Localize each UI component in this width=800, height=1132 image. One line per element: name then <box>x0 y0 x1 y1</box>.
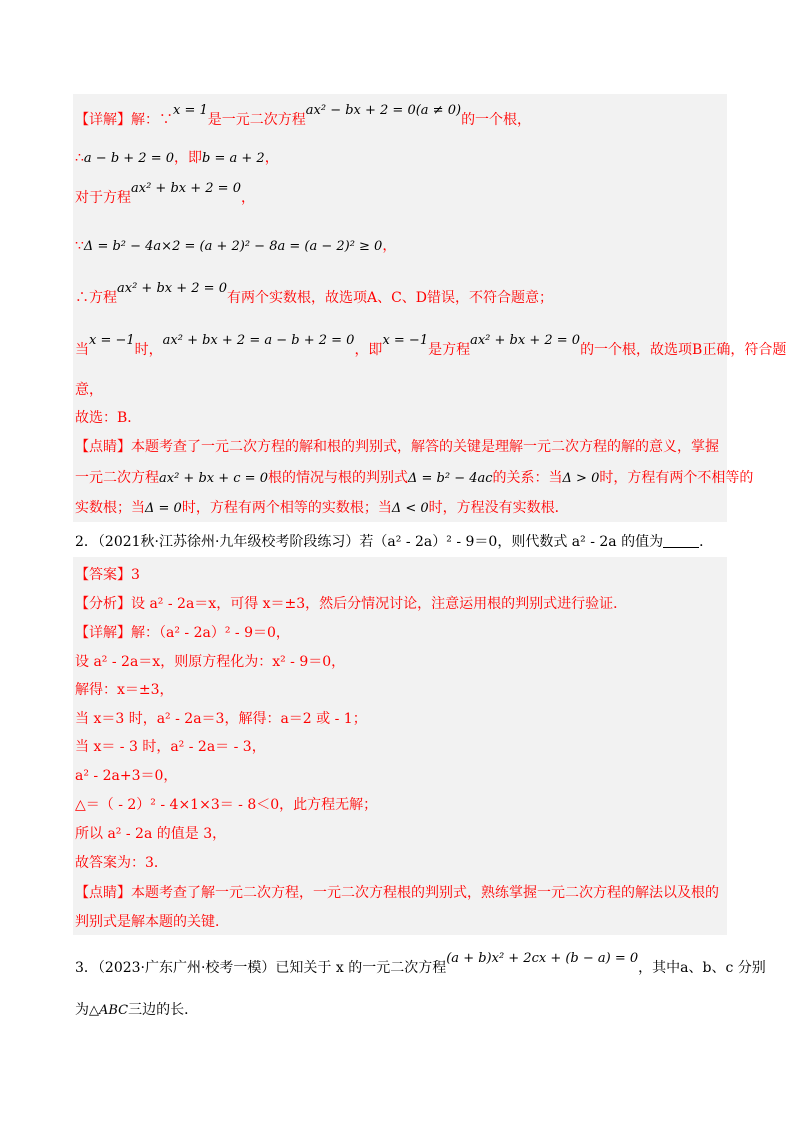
question-2: 2．（2021秋·江苏徐州·九年级校考阶段练习）若（a² - 2a）² - 9＝0，则代数式 a² - 2a 的值为 ． <box>75 534 714 550</box>
detail-line-6: 当x = −1时，ax² + bx + 2 = a − b + 2 = 0，即x = −1是方程ax² + bx + 2 = 0的一个根，故选项B正确，符合题 <box>75 333 787 358</box>
comment-line-2: 一元二次方程ax² + bx + c = 0根的情况与根的判别式Δ = b² − 4ac的关系：当Δ > 0时，方程有两个不相等的 <box>75 470 754 486</box>
detail-line-4: ∵Δ = b² − 4a×2 = (a + 2)² − 8a = (a − 2)² ≥ 0， <box>75 238 397 254</box>
answer-blank <box>663 533 699 548</box>
detail-line-5: ∴方程ax² + bx + 2 = 0有两个实数根，故选项A、C、D错误，不符合题意； <box>75 281 554 306</box>
answer-2-line-4: 设 a² - 2a＝x，则原方程化为：x² - 9＝0， <box>75 654 346 670</box>
answer-2-line-5: 解得：x＝±3， <box>75 682 174 698</box>
answer-2-line-11: 故答案为：3． <box>75 855 168 871</box>
answer-2-line-7: 当 x＝ - 3 时，a² - 2a＝ - 3， <box>75 739 266 755</box>
answer-2-line-10: 所以 a² - 2a 的值是 3， <box>75 826 227 842</box>
comment-line-1: 【点睛】本题考查了一元二次方程的解和根的判别式，解答的关键是理解一元二次方程的解的意义，掌握 <box>75 439 719 455</box>
answer-2-line-9: △＝（ - 2）² - 4×1×3＝ - 8＜0，此方程无解； <box>75 797 378 813</box>
detail-line-2: ∴a − b + 2 = 0，即b = a + 2， <box>75 150 279 166</box>
detail-line-1: 【详解】解：∵x = 1是一元二次方程ax² − bx + 2 = 0(a ≠ 0)的一个根， <box>75 103 532 128</box>
answer-2-line-8: a² - 2a+3＝0， <box>75 768 178 784</box>
question-3-line-2: 为△ABC三边的长． <box>75 1002 199 1018</box>
answer-2-line-1: 【答案】3 <box>75 567 140 583</box>
answer-2-line-13: 判别式是解本题的关键． <box>75 914 229 930</box>
question-3-line-1: 3．（2023·广东广州·校考一模）已知关于 x 的一元二次方程(a + b)x² + 2cx + (b − a) = 0，其中a、b、c 分别 <box>75 951 766 976</box>
answer-2-line-2: 【分析】设 a² - 2a＝x，可得 x＝±3，然后分情况讨论，注意运用根的判别式进行验证． <box>75 596 628 612</box>
detail-line-8: 故选：B． <box>75 410 142 426</box>
answer-2-line-12: 【点睛】本题考查了解一元二次方程，一元二次方程根的判别式，熟练掌握一元二次方程的解法以及根的 <box>75 885 719 901</box>
detail-line-3: 对于方程ax² + bx + 2 = 0， <box>75 181 255 206</box>
answer-2-line-3: 【详解】解：（a² - 2a）² - 9＝0， <box>75 625 290 641</box>
answer-2-line-6: 当 x＝3 时，a² - 2a＝3，解得：a＝2 或 - 1； <box>75 711 367 727</box>
detail-line-7: 意， <box>75 382 103 398</box>
comment-line-3: 实数根；当Δ = 0时，方程有两个相等的实数根；当Δ < 0时，方程没有实数根． <box>75 500 569 516</box>
